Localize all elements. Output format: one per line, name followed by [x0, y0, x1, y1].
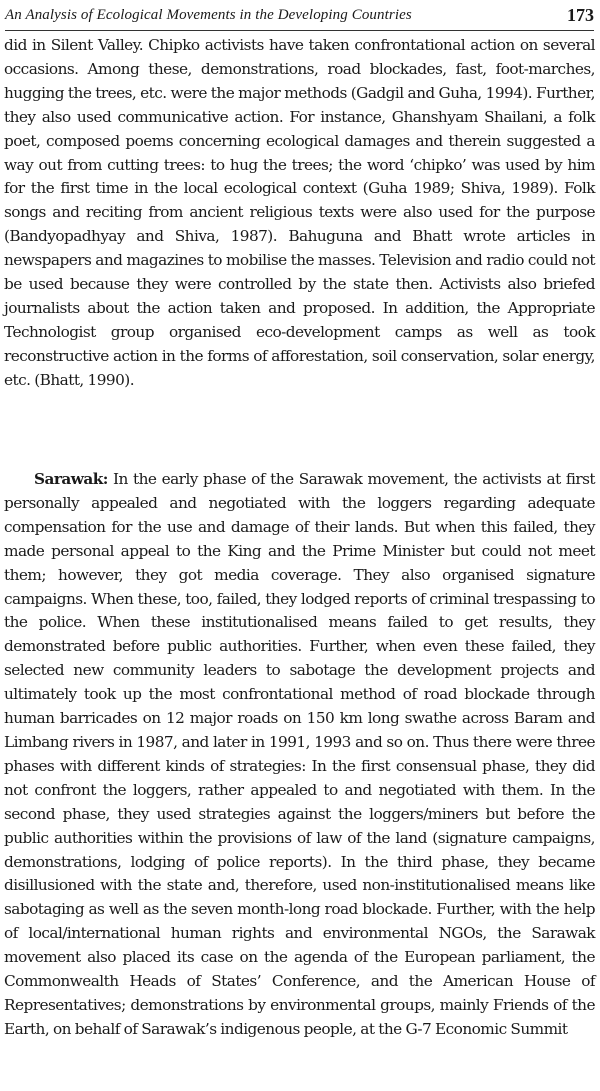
running-title: An Analysis of Ecological Movements in the Developing Countries	[5, 6, 412, 23]
page-number: 173	[567, 4, 594, 25]
paragraph-sarawak	[4, 468, 595, 1042]
paragraph-text: did in Silent Valley. Chipko activists have taken confrontational action on several occasions. Among these, demonstrations, road blockades, fast, foot-marches, hugging the trees, etc. were the major methods (Gadgil and Guha, 1994). Further, they also used communicative action. For instance, Ghanshyam Shailani, a folk poet, composed poems concerning ecological damages and therein suggested a way out from cutting trees: to hug the trees; the word ‘chipko’ was used by him for the first time in the local ecological context (Guha 1989; Shiva, 1989). Folk songs and reciting from ancient religious texts were also used for the purpose (Bandyopadhyay and Shiva, 1987). Bahuguna and Bhatt wrote articles in newspapers and magazines to mobilise the masses. Television and radio could not be used because they were controlled by the state then. Activists also briefed journalists about the action taken and proposed. In addition, the Appropriate Technologist group organised eco-development camps as well as took reconstructive action in the forms of afforestation, soil conservation, solar energy, etc. (Bhatt, 1990).	[4, 36, 595, 389]
paragraph-chipko-continued	[4, 34, 595, 393]
section-run-in-heading: Sarawak:	[34, 470, 108, 488]
paragraph-text: In the early phase of the Sarawak movement, the activists at first personally appealed and negotiated with the loggers regarding adequate compensation for the use and damage of their lands. But when this failed, they made personal appeal to the King and the Prime Minister but could not meet them; however, they got media coverage. They also organised signature campaigns. When these, too, failed, they lodged reports of criminal trespassing to the police. When these institutionalised means failed to get results, they demonstrated before public authorities. Further, when even these failed, they selected new community leaders to sabotage the development projects and ultimately took up the most confrontational method of road blockade through human barricades on 12 major roads on 150 km long swathe across Baram and Limbang rivers in 1987, and later in 1991, 1993 and so on. Thus there were three phases with different kinds of strategies: In the first consensual phase, they did not confront the loggers, rather appealed to and negotiated with them. In the second phase, they used strategies against the loggers/miners but before the public authorities within the provisions of law of the land (signature campaigns, demonstrations, lodging of police reports). In the third phase, they became disillusioned with the state and, therefore, used non-institutionalised means like sabotaging as well as the seven month-long road blockade. Further, with the help of local/international human rights and environmental NGOs, the Sarawak movement also placed its case on the agenda of the European parliament, the Commonwealth Heads of States’ Conference, and the American House of Representatives; demonstrations by environmental groups, mainly Friends of the Earth, on behalf of Sarawak’s indigenous people, at the G-7 Economic Summit	[4, 470, 595, 1038]
running-header	[5, 0, 594, 31]
